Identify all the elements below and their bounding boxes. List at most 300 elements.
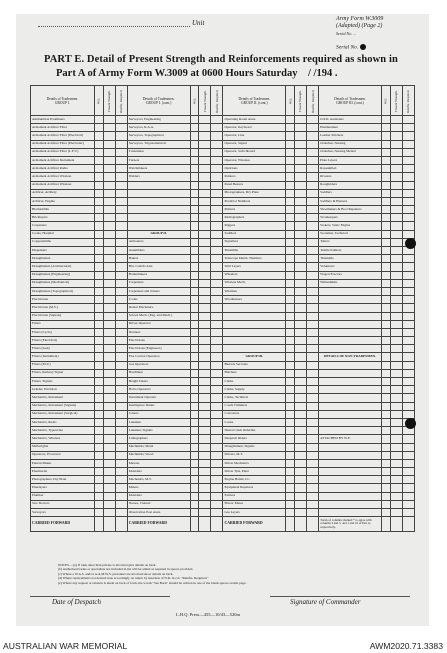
- reinf-required-cell[interactable]: [211, 304, 223, 312]
- reinf-required-cell[interactable]: [115, 214, 127, 222]
- we-cell[interactable]: [381, 287, 390, 295]
- present-strength-cell[interactable]: [199, 116, 211, 124]
- carried-forward-cell[interactable]: [307, 517, 319, 532]
- present-strength-cell[interactable]: [103, 148, 115, 156]
- reinf-required-cell[interactable]: [211, 255, 223, 263]
- present-strength-cell[interactable]: [294, 296, 306, 304]
- reinf-required-cell[interactable]: [211, 369, 223, 377]
- reinf-required-cell[interactable]: [402, 304, 414, 312]
- we-cell[interactable]: [381, 509, 390, 517]
- we-cell[interactable]: [381, 116, 390, 124]
- present-strength-cell[interactable]: [390, 247, 402, 255]
- we-cell[interactable]: [286, 304, 295, 312]
- present-strength-cell[interactable]: [294, 435, 306, 443]
- present-strength-cell[interactable]: [294, 173, 306, 181]
- we-cell[interactable]: [94, 378, 103, 386]
- present-strength-cell[interactable]: [199, 132, 211, 140]
- we-cell[interactable]: [381, 189, 390, 197]
- reinf-required-cell[interactable]: [115, 378, 127, 386]
- we-cell[interactable]: [94, 140, 103, 148]
- we-cell[interactable]: [286, 247, 295, 255]
- we-cell[interactable]: [94, 435, 103, 443]
- carried-forward-cell[interactable]: [103, 517, 115, 532]
- we-cell[interactable]: [190, 476, 199, 484]
- present-strength-cell[interactable]: [103, 468, 115, 476]
- present-strength-cell[interactable]: [199, 418, 211, 426]
- present-strength-cell[interactable]: [199, 214, 211, 222]
- we-cell[interactable]: [94, 271, 103, 279]
- we-cell[interactable]: [381, 345, 390, 353]
- reinf-required-cell[interactable]: [307, 361, 319, 369]
- we-cell[interactable]: [286, 287, 295, 295]
- present-strength-cell[interactable]: [390, 328, 402, 336]
- we-cell[interactable]: [190, 148, 199, 156]
- we-cell[interactable]: [94, 402, 103, 410]
- reinf-required-cell[interactable]: [307, 402, 319, 410]
- reinf-required-cell[interactable]: [115, 279, 127, 287]
- present-strength-cell[interactable]: [390, 468, 402, 476]
- present-strength-cell[interactable]: [294, 124, 306, 132]
- present-strength-cell[interactable]: [294, 148, 306, 156]
- reinf-required-cell[interactable]: [211, 443, 223, 451]
- reinf-required-cell[interactable]: [307, 189, 319, 197]
- reinf-required-cell[interactable]: [402, 173, 414, 181]
- present-strength-cell[interactable]: [199, 386, 211, 394]
- we-cell[interactable]: [381, 410, 390, 418]
- we-cell[interactable]: [381, 156, 390, 164]
- we-cell[interactable]: [286, 443, 295, 451]
- we-cell[interactable]: [381, 214, 390, 222]
- we-cell[interactable]: [94, 337, 103, 345]
- reinf-required-cell[interactable]: [211, 148, 223, 156]
- reinf-required-cell[interactable]: [402, 148, 414, 156]
- we-cell[interactable]: [94, 361, 103, 369]
- present-strength-cell[interactable]: [390, 476, 402, 484]
- we-cell[interactable]: [381, 378, 390, 386]
- we-cell[interactable]: [94, 459, 103, 467]
- we-cell[interactable]: [381, 206, 390, 214]
- present-strength-cell[interactable]: [390, 427, 402, 435]
- reinf-required-cell[interactable]: [307, 500, 319, 508]
- reinf-required-cell[interactable]: [307, 337, 319, 345]
- we-cell[interactable]: [381, 418, 390, 426]
- present-strength-cell[interactable]: [199, 156, 211, 164]
- reinf-required-cell[interactable]: [115, 189, 127, 197]
- reinf-required-cell[interactable]: [211, 468, 223, 476]
- reinf-required-cell[interactable]: [307, 271, 319, 279]
- carried-forward-cell[interactable]: [286, 517, 295, 532]
- we-cell[interactable]: [286, 206, 295, 214]
- reinf-required-cell[interactable]: [115, 287, 127, 295]
- present-strength-cell[interactable]: [103, 500, 115, 508]
- present-strength-cell[interactable]: [294, 156, 306, 164]
- we-cell[interactable]: [286, 263, 295, 271]
- present-strength-cell[interactable]: [390, 410, 402, 418]
- reinf-required-cell[interactable]: [307, 181, 319, 189]
- reinf-required-cell[interactable]: [307, 353, 319, 361]
- we-cell[interactable]: [190, 345, 199, 353]
- reinf-required-cell[interactable]: [211, 247, 223, 255]
- reinf-required-cell[interactable]: [211, 124, 223, 132]
- present-strength-cell[interactable]: [390, 361, 402, 369]
- we-cell[interactable]: [190, 132, 199, 140]
- reinf-required-cell[interactable]: [115, 165, 127, 173]
- reinf-required-cell[interactable]: [211, 230, 223, 238]
- we-cell[interactable]: [190, 492, 199, 500]
- we-cell[interactable]: [286, 394, 295, 402]
- present-strength-cell[interactable]: [390, 500, 402, 508]
- we-cell[interactable]: [94, 287, 103, 295]
- we-cell[interactable]: [286, 165, 295, 173]
- present-strength-cell[interactable]: [103, 378, 115, 386]
- reinf-required-cell[interactable]: [307, 328, 319, 336]
- present-strength-cell[interactable]: [294, 140, 306, 148]
- present-strength-cell[interactable]: [199, 468, 211, 476]
- reinf-required-cell[interactable]: [307, 312, 319, 320]
- reinf-required-cell[interactable]: [211, 197, 223, 205]
- present-strength-cell[interactable]: [390, 116, 402, 124]
- present-strength-cell[interactable]: [294, 369, 306, 377]
- we-cell[interactable]: [381, 148, 390, 156]
- present-strength-cell[interactable]: [294, 279, 306, 287]
- we-cell[interactable]: [190, 320, 199, 328]
- reinf-required-cell[interactable]: [115, 132, 127, 140]
- we-cell[interactable]: [381, 361, 390, 369]
- reinf-required-cell[interactable]: [211, 337, 223, 345]
- we-cell[interactable]: [94, 263, 103, 271]
- present-strength-cell[interactable]: [294, 378, 306, 386]
- present-strength-cell[interactable]: [103, 410, 115, 418]
- present-strength-cell[interactable]: [103, 230, 115, 238]
- present-strength-cell[interactable]: [103, 435, 115, 443]
- reinf-required-cell[interactable]: [307, 156, 319, 164]
- reinf-required-cell[interactable]: [307, 386, 319, 394]
- we-cell[interactable]: [381, 427, 390, 435]
- we-cell[interactable]: [190, 206, 199, 214]
- reinf-required-cell[interactable]: [211, 427, 223, 435]
- reinf-required-cell[interactable]: [115, 328, 127, 336]
- we-cell[interactable]: [190, 173, 199, 181]
- we-cell[interactable]: [190, 279, 199, 287]
- present-strength-cell[interactable]: [390, 320, 402, 328]
- we-cell[interactable]: [190, 197, 199, 205]
- present-strength-cell[interactable]: [390, 189, 402, 197]
- we-cell[interactable]: [190, 304, 199, 312]
- we-cell[interactable]: [94, 345, 103, 353]
- present-strength-cell[interactable]: [199, 189, 211, 197]
- we-cell[interactable]: [190, 361, 199, 369]
- we-cell[interactable]: [94, 279, 103, 287]
- reinf-required-cell[interactable]: [115, 468, 127, 476]
- we-cell[interactable]: [94, 500, 103, 508]
- reinf-required-cell[interactable]: [211, 189, 223, 197]
- we-cell[interactable]: [94, 230, 103, 238]
- we-cell[interactable]: [190, 337, 199, 345]
- reinf-required-cell[interactable]: [402, 255, 414, 263]
- present-strength-cell[interactable]: [294, 222, 306, 230]
- reinf-required-cell[interactable]: [115, 369, 127, 377]
- we-cell[interactable]: [190, 181, 199, 189]
- we-cell[interactable]: [94, 386, 103, 394]
- we-cell[interactable]: [381, 230, 390, 238]
- reinf-required-cell[interactable]: [307, 263, 319, 271]
- present-strength-cell[interactable]: [103, 484, 115, 492]
- we-cell[interactable]: [94, 476, 103, 484]
- reinf-required-cell[interactable]: [115, 361, 127, 369]
- present-strength-cell[interactable]: [103, 296, 115, 304]
- present-strength-cell[interactable]: [390, 451, 402, 459]
- we-cell[interactable]: [94, 410, 103, 418]
- we-cell[interactable]: [190, 484, 199, 492]
- reinf-required-cell[interactable]: [211, 402, 223, 410]
- present-strength-cell[interactable]: [390, 132, 402, 140]
- present-strength-cell[interactable]: [390, 238, 402, 246]
- carried-forward-cell[interactable]: [211, 517, 223, 532]
- reinf-required-cell[interactable]: [211, 214, 223, 222]
- present-strength-cell[interactable]: [103, 394, 115, 402]
- present-strength-cell[interactable]: [103, 492, 115, 500]
- present-strength-cell[interactable]: [103, 140, 115, 148]
- present-strength-cell[interactable]: [294, 263, 306, 271]
- we-cell[interactable]: [286, 116, 295, 124]
- we-cell[interactable]: [286, 214, 295, 222]
- reinf-required-cell[interactable]: [307, 247, 319, 255]
- we-cell[interactable]: [381, 443, 390, 451]
- present-strength-cell[interactable]: [294, 451, 306, 459]
- we-cell[interactable]: [381, 181, 390, 189]
- we-cell[interactable]: [94, 156, 103, 164]
- present-strength-cell[interactable]: [199, 337, 211, 345]
- we-cell[interactable]: [190, 418, 199, 426]
- reinf-required-cell[interactable]: [402, 492, 414, 500]
- reinf-required-cell[interactable]: [211, 378, 223, 386]
- we-cell[interactable]: [190, 222, 199, 230]
- present-strength-cell[interactable]: [390, 459, 402, 467]
- present-strength-cell[interactable]: [103, 279, 115, 287]
- present-strength-cell[interactable]: [294, 230, 306, 238]
- reinf-required-cell[interactable]: [211, 394, 223, 402]
- we-cell[interactable]: [94, 165, 103, 173]
- present-strength-cell[interactable]: [294, 500, 306, 508]
- we-cell[interactable]: [190, 214, 199, 222]
- present-strength-cell[interactable]: [390, 378, 402, 386]
- present-strength-cell[interactable]: [103, 238, 115, 246]
- present-strength-cell[interactable]: [199, 361, 211, 369]
- reinf-required-cell[interactable]: [307, 378, 319, 386]
- we-cell[interactable]: [94, 304, 103, 312]
- we-cell[interactable]: [286, 328, 295, 336]
- present-strength-cell[interactable]: [390, 214, 402, 222]
- reinf-required-cell[interactable]: [211, 116, 223, 124]
- we-cell[interactable]: [381, 500, 390, 508]
- present-strength-cell[interactable]: [294, 132, 306, 140]
- reinf-required-cell[interactable]: [402, 312, 414, 320]
- we-cell[interactable]: [286, 386, 295, 394]
- we-cell[interactable]: [381, 271, 390, 279]
- present-strength-cell[interactable]: [199, 124, 211, 132]
- present-strength-cell[interactable]: [390, 148, 402, 156]
- present-strength-cell[interactable]: [199, 271, 211, 279]
- present-strength-cell[interactable]: [199, 312, 211, 320]
- reinf-required-cell[interactable]: [115, 435, 127, 443]
- reinf-required-cell[interactable]: [211, 361, 223, 369]
- present-strength-cell[interactable]: [199, 394, 211, 402]
- we-cell[interactable]: [286, 369, 295, 377]
- reinf-required-cell[interactable]: [402, 132, 414, 140]
- we-cell[interactable]: [286, 173, 295, 181]
- we-cell[interactable]: [286, 230, 295, 238]
- carried-forward-cell[interactable]: [115, 517, 127, 532]
- reinf-required-cell[interactable]: [307, 459, 319, 467]
- present-strength-cell[interactable]: [103, 304, 115, 312]
- present-strength-cell[interactable]: [294, 197, 306, 205]
- present-strength-cell[interactable]: [294, 468, 306, 476]
- we-cell[interactable]: [381, 402, 390, 410]
- reinf-required-cell[interactable]: [115, 222, 127, 230]
- present-strength-cell[interactable]: [199, 476, 211, 484]
- carried-forward-cell[interactable]: [381, 517, 390, 532]
- reinf-required-cell[interactable]: [402, 345, 414, 353]
- present-strength-cell[interactable]: [294, 386, 306, 394]
- present-strength-cell[interactable]: [294, 320, 306, 328]
- reinf-required-cell[interactable]: [402, 378, 414, 386]
- present-strength-cell[interactable]: [103, 181, 115, 189]
- present-strength-cell[interactable]: [390, 394, 402, 402]
- reinf-required-cell[interactable]: [402, 353, 414, 361]
- present-strength-cell[interactable]: [390, 263, 402, 271]
- we-cell[interactable]: [190, 427, 199, 435]
- present-strength-cell[interactable]: [294, 492, 306, 500]
- reinf-required-cell[interactable]: [211, 509, 223, 517]
- reinf-required-cell[interactable]: [211, 484, 223, 492]
- reinf-required-cell[interactable]: [307, 443, 319, 451]
- present-strength-cell[interactable]: [199, 328, 211, 336]
- we-cell[interactable]: [190, 247, 199, 255]
- reinf-required-cell[interactable]: [402, 468, 414, 476]
- reinf-required-cell[interactable]: [307, 173, 319, 181]
- we-cell[interactable]: [190, 509, 199, 517]
- we-cell[interactable]: [94, 296, 103, 304]
- present-strength-cell[interactable]: [199, 427, 211, 435]
- we-cell[interactable]: [381, 459, 390, 467]
- reinf-required-cell[interactable]: [115, 148, 127, 156]
- present-strength-cell[interactable]: [390, 353, 402, 361]
- present-strength-cell[interactable]: [294, 476, 306, 484]
- reinf-required-cell[interactable]: [211, 410, 223, 418]
- reinf-required-cell[interactable]: [307, 435, 319, 443]
- carried-forward-cell[interactable]: [199, 517, 211, 532]
- present-strength-cell[interactable]: [294, 509, 306, 517]
- present-strength-cell[interactable]: [103, 271, 115, 279]
- present-strength-cell[interactable]: [199, 402, 211, 410]
- present-strength-cell[interactable]: [103, 189, 115, 197]
- present-strength-cell[interactable]: [103, 214, 115, 222]
- we-cell[interactable]: [381, 222, 390, 230]
- we-cell[interactable]: [286, 353, 295, 361]
- present-strength-cell[interactable]: [390, 230, 402, 238]
- reinf-required-cell[interactable]: [115, 418, 127, 426]
- present-strength-cell[interactable]: [390, 165, 402, 173]
- reinf-required-cell[interactable]: [211, 451, 223, 459]
- present-strength-cell[interactable]: [103, 476, 115, 484]
- we-cell[interactable]: [381, 369, 390, 377]
- we-cell[interactable]: [381, 165, 390, 173]
- present-strength-cell[interactable]: [390, 492, 402, 500]
- we-cell[interactable]: [190, 443, 199, 451]
- reinf-required-cell[interactable]: [211, 476, 223, 484]
- present-strength-cell[interactable]: [390, 345, 402, 353]
- we-cell[interactable]: [94, 238, 103, 246]
- we-cell[interactable]: [190, 459, 199, 467]
- we-cell[interactable]: [94, 222, 103, 230]
- present-strength-cell[interactable]: [103, 124, 115, 132]
- reinf-required-cell[interactable]: [402, 509, 414, 517]
- reinf-required-cell[interactable]: [115, 345, 127, 353]
- reinf-required-cell[interactable]: [402, 206, 414, 214]
- we-cell[interactable]: [190, 296, 199, 304]
- we-cell[interactable]: [190, 369, 199, 377]
- we-cell[interactable]: [286, 222, 295, 230]
- we-cell[interactable]: [381, 140, 390, 148]
- reinf-required-cell[interactable]: [115, 238, 127, 246]
- present-strength-cell[interactable]: [199, 173, 211, 181]
- present-strength-cell[interactable]: [390, 140, 402, 148]
- present-strength-cell[interactable]: [390, 181, 402, 189]
- we-cell[interactable]: [286, 345, 295, 353]
- present-strength-cell[interactable]: [294, 459, 306, 467]
- we-cell[interactable]: [94, 369, 103, 377]
- we-cell[interactable]: [94, 132, 103, 140]
- we-cell[interactable]: [94, 320, 103, 328]
- we-cell[interactable]: [286, 132, 295, 140]
- present-strength-cell[interactable]: [103, 222, 115, 230]
- present-strength-cell[interactable]: [390, 206, 402, 214]
- reinf-required-cell[interactable]: [211, 206, 223, 214]
- present-strength-cell[interactable]: [103, 173, 115, 181]
- present-strength-cell[interactable]: [103, 353, 115, 361]
- we-cell[interactable]: [190, 140, 199, 148]
- reinf-required-cell[interactable]: [115, 173, 127, 181]
- present-strength-cell[interactable]: [294, 165, 306, 173]
- present-strength-cell[interactable]: [103, 418, 115, 426]
- present-strength-cell[interactable]: [294, 394, 306, 402]
- we-cell[interactable]: [190, 156, 199, 164]
- we-cell[interactable]: [286, 509, 295, 517]
- reinf-required-cell[interactable]: [115, 197, 127, 205]
- reinf-required-cell[interactable]: [307, 296, 319, 304]
- present-strength-cell[interactable]: [390, 173, 402, 181]
- present-strength-cell[interactable]: [390, 279, 402, 287]
- we-cell[interactable]: [94, 451, 103, 459]
- we-cell[interactable]: [381, 484, 390, 492]
- we-cell[interactable]: [190, 312, 199, 320]
- reinf-required-cell[interactable]: [307, 427, 319, 435]
- present-strength-cell[interactable]: [294, 304, 306, 312]
- we-cell[interactable]: [286, 402, 295, 410]
- present-strength-cell[interactable]: [199, 435, 211, 443]
- reinf-required-cell[interactable]: [307, 394, 319, 402]
- we-cell[interactable]: [381, 279, 390, 287]
- reinf-required-cell[interactable]: [402, 435, 414, 443]
- reinf-required-cell[interactable]: [307, 124, 319, 132]
- present-strength-cell[interactable]: [199, 197, 211, 205]
- reinf-required-cell[interactable]: [307, 484, 319, 492]
- we-cell[interactable]: [286, 238, 295, 246]
- reinf-required-cell[interactable]: [402, 451, 414, 459]
- reinf-required-cell[interactable]: [307, 418, 319, 426]
- present-strength-cell[interactable]: [103, 165, 115, 173]
- present-strength-cell[interactable]: [199, 451, 211, 459]
